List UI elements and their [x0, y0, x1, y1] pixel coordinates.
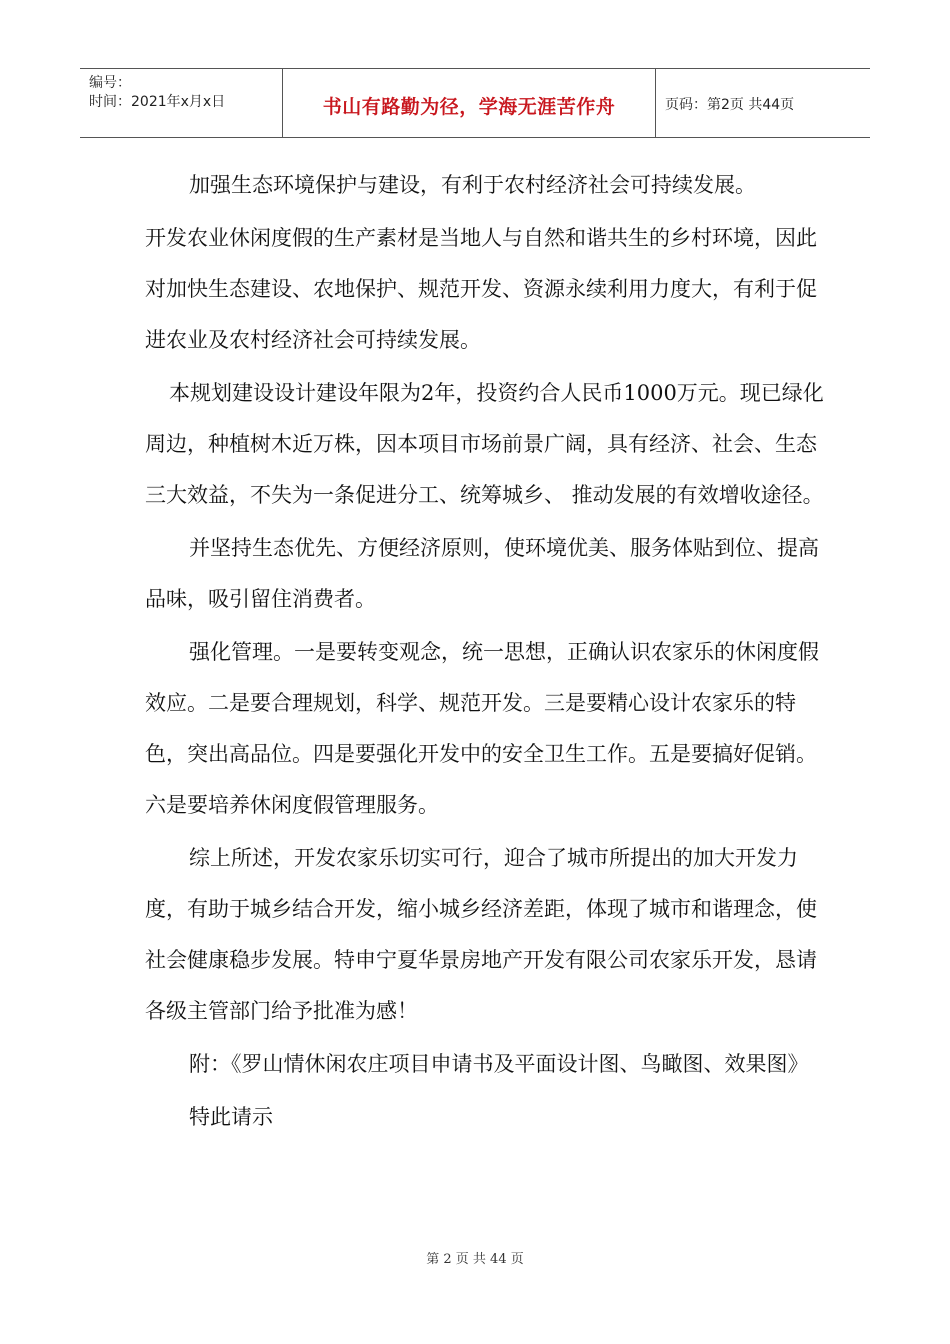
document-number-label: 编号：	[89, 75, 131, 91]
paragraph-conclusion: 综上所述，开发农家乐切实可行，迎合了城市所提出的加大开发力度，有助于城乡结合开发，缩小城乡经济差距，体现了城市和谐理念，使社会健康稳步发展。特申宁夏华景房地产开发有限公司农家乐开发，恳请各级主管部门给予批准为感！	[145, 846, 817, 1023]
paragraph-attachment: 附：《罗山情休闲农庄项目申请书及平面设计图、鸟瞰图、效果图》	[189, 1052, 809, 1076]
paragraph-principles: 并坚持生态优先、方便经济原则，使环境优美、服务体贴到位、提高品味，吸引留住消费者。	[145, 536, 819, 611]
header-meta-cell	[80, 69, 282, 137]
header-motto-cell	[282, 69, 656, 137]
header-motto: 书山有路勤为径，学海无涯苦作舟	[322, 96, 616, 118]
header-page-number: 页码：第2页 共44页	[665, 97, 795, 113]
document-body	[145, 160, 830, 1145]
paragraph-investment: 本规划建设设计建设年限为2年，投资约合人民币1000万元。现已绿化周边，种植树木近万株，因本项目市场前景广阔，具有经济、社会、生态三大效益，不失为一条促进分工、统筹城乡、 推动发展的有效增收途径。	[145, 381, 824, 507]
paragraph-ecology: 加强生态环境保护与建设，有利于农村经济社会可持续发展。	[189, 173, 756, 197]
paragraph-development-material: 开发农业休闲度假的生产素材是当地人与自然和谐共生的乡村环境，因此对加快生态建设、农地保护、规范开发、资源永续利用力度大，有利于促进农业及农村经济社会可持续发展。	[145, 226, 817, 352]
page-header	[80, 68, 870, 138]
header-page-cell	[655, 69, 870, 137]
paragraph-management: 强化管理。一是要转变观念，统一思想，正确认识农家乐的休闲度假效应。二是要合理规划，科学、规范开发。三是要精心设计农家乐的特色，突出高品位。四是要强化开发中的安全卫生工作。五是要搞好促销。六是要培养休闲度假管理服务。	[145, 640, 819, 817]
page-footer: 第 2 页 共 44 页	[426, 1252, 524, 1267]
paragraph-closing: 特此请示	[189, 1105, 273, 1129]
document-date-label: 时间：2021年x月x日	[89, 94, 226, 110]
